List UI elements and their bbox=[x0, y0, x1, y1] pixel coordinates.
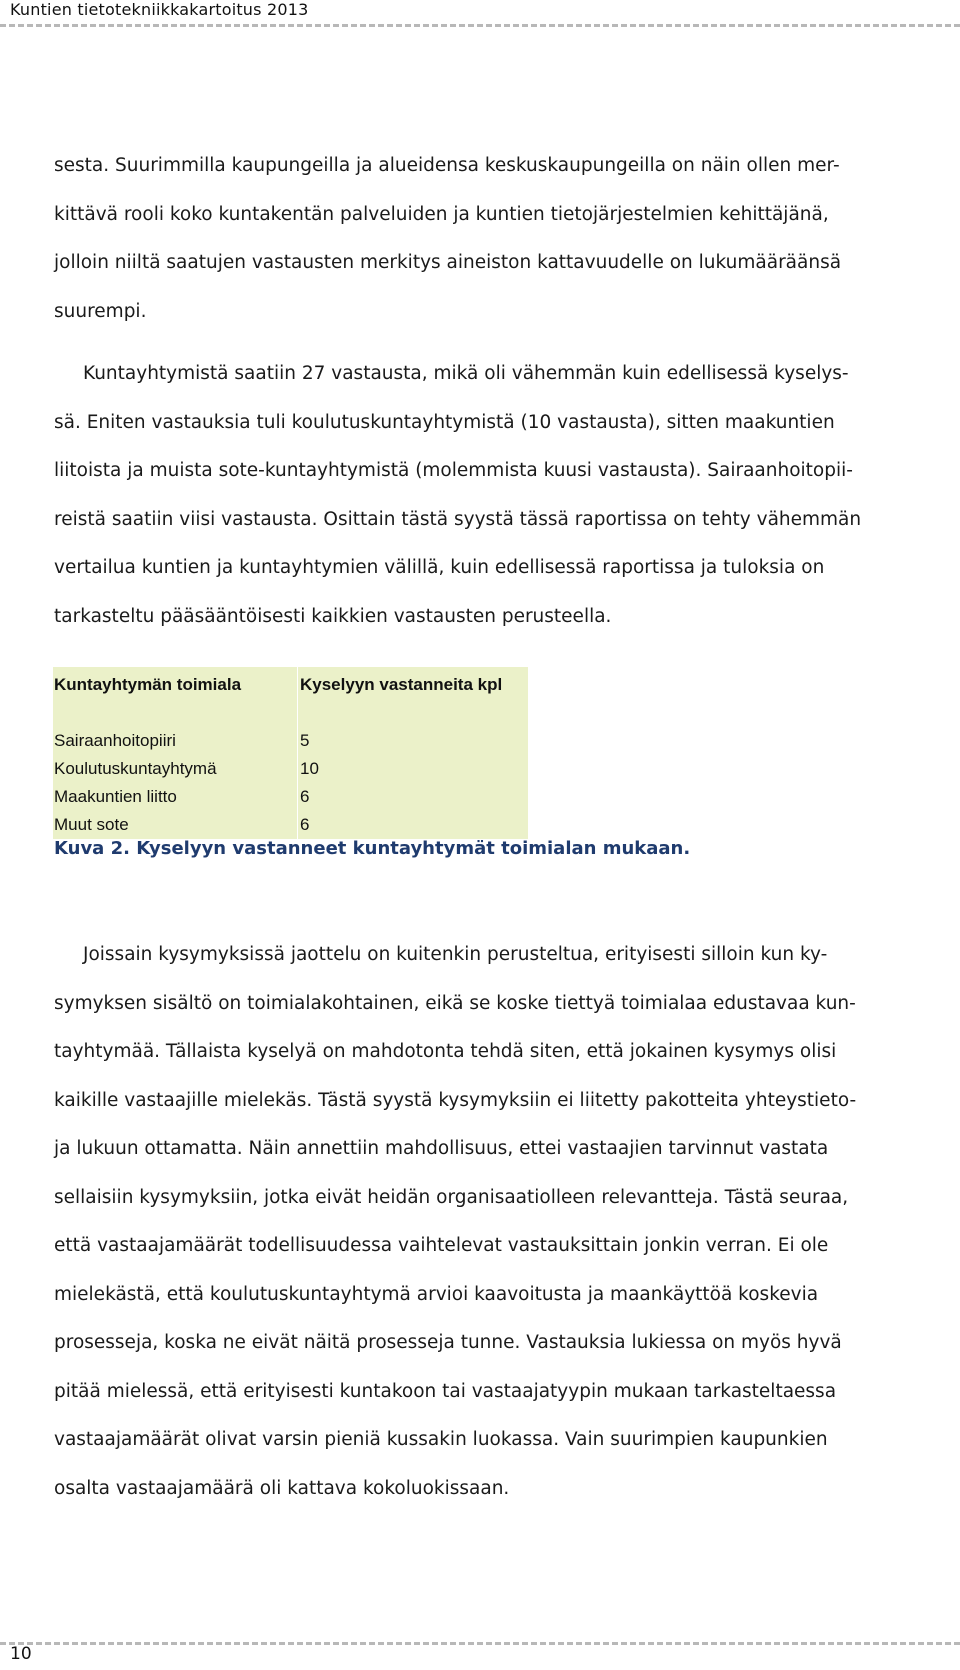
paragraph-2 bbox=[54, 350, 914, 641]
header-cell-category: Kuntayhtymän toimiala bbox=[54, 675, 242, 694]
paragraph-line-text: Joissain kysymyksissä jaottelu on kuitenkin perusteltua, erityisesti silloin kun ky- bbox=[83, 944, 828, 965]
table-row bbox=[53, 811, 528, 839]
cell-category: Maakuntien liitto bbox=[54, 787, 177, 806]
paragraph-line: osalta vastaajamäärä oli kattava kokoluokissaan. bbox=[54, 1477, 510, 1499]
paragraph-line: tayhtymää. Tällaista kyselyä on mahdotonta tehdä siten, että jokainen kysymys olisi bbox=[54, 1041, 837, 1062]
paragraph-line: sä. Eniten vastauksia tuli koulutuskuntayhtymistä (10 vastausta), sitten maakuntien bbox=[54, 411, 835, 433]
paragraph-3 bbox=[54, 931, 914, 1513]
paragraph-line: pitää mielessä, että erityisesti kuntakoon tai vastaajatyypin mukaan tarkasteltaessa bbox=[54, 1380, 837, 1402]
paragraph-line: reistä saatiin viisi vastausta. Osittain tästä syystä tässä raportissa on tehty vähemmän bbox=[54, 508, 862, 530]
paragraph-line-text: Kuntayhtymistä saatiin 27 vastausta, mikä oli vähemmän kuin edellisessä kyselys- bbox=[83, 363, 849, 384]
header-divider bbox=[0, 24, 960, 27]
cell-count: 10 bbox=[298, 755, 529, 783]
paragraph-line: prosesseja, koska ne eivät näitä prosesseja tunne. Vastauksia lukiessa on myös hyvä bbox=[54, 1332, 842, 1353]
paragraph-line: vertailua kuntien ja kuntayhtymien välillä, kuin edellisessä raportissa ja tuloksia on bbox=[54, 557, 825, 578]
paragraph-line bbox=[54, 350, 914, 399]
paragraph-line: suurempi. bbox=[54, 300, 147, 322]
paragraph-line: sellaisiin kysymyksiin, jotka eivät heidän organisaatiolleen relevantteja. Tästä seuraa, bbox=[54, 1186, 849, 1208]
paragraph-1 bbox=[54, 142, 914, 336]
paragraph-line: ja lukuun ottamatta. Näin annettiin mahdollisuus, ettei vastaajien tarvinnut vastata bbox=[54, 1138, 829, 1159]
cell-category: Sairaanhoitopiiri bbox=[54, 731, 176, 750]
paragraph-line: kittävä rooli koko kuntakentän palveluiden ja kuntien tietojärjestelmien kehittäjänä, bbox=[54, 203, 829, 225]
paragraph-line: symyksen sisältö on toimialakohtainen, eikä se koske tiettyä toimialaa edustavaa kun- bbox=[54, 992, 856, 1014]
running-header-title: Kuntien tietotekniikkakartoitus 2013 bbox=[10, 0, 309, 19]
cell-category: Koulutuskuntayhtymä bbox=[54, 759, 217, 778]
table-header-row bbox=[53, 667, 528, 727]
table-row bbox=[53, 783, 528, 811]
page-number: 10 bbox=[10, 1644, 32, 1664]
paragraph-line: kaikille vastaajille mielekäs. Tästä syystä kysymyksiin ei liitetty pakotteita yhteystieto- bbox=[54, 1089, 857, 1111]
header-cell-count: Kyselyyn vastanneita kpl bbox=[298, 667, 529, 727]
paragraph-line: mielekästä, että koulutuskuntayhtymä arvioi kaavoitusta ja maankäyttöä koskevia bbox=[54, 1283, 819, 1305]
paragraph-line: vastaajamäärät olivat varsin pieniä kussakin luokassa. Vain suurimpien kaupunkien bbox=[54, 1429, 828, 1450]
cell-count: 6 bbox=[298, 811, 529, 839]
cell-count: 6 bbox=[298, 783, 529, 811]
paragraph-line: että vastaajamäärät todellisuudessa vaihtelevat vastauksittain jonkin verran. Ei ole bbox=[54, 1235, 829, 1256]
figure-caption: Kuva 2. Kyselyyn vastanneet kuntayhtymät toimialan mukaan. bbox=[54, 838, 691, 859]
table-row bbox=[53, 755, 528, 783]
paragraph-line bbox=[54, 931, 914, 980]
paragraph-line: liitoista ja muista sote-kuntayhtymistä (molemmista kuusi vastausta). Sairaanhoitopii- bbox=[54, 460, 853, 481]
respondents-table bbox=[53, 667, 528, 839]
paragraph-line: tarkasteltu pääsääntöisesti kaikkien vastausten perusteella. bbox=[54, 605, 612, 627]
paragraph-line: jolloin niiltä saatujen vastausten merkitys aineiston kattavuudelle on lukumääräänsä bbox=[54, 252, 842, 273]
paragraph-line: sesta. Suurimmilla kaupungeilla ja alueidensa keskuskaupungeilla on näin ollen mer- bbox=[54, 155, 840, 176]
cell-category: Muut sote bbox=[54, 815, 129, 834]
table-row bbox=[53, 727, 528, 755]
footer-divider bbox=[0, 1642, 960, 1645]
cell-count: 5 bbox=[298, 727, 529, 755]
